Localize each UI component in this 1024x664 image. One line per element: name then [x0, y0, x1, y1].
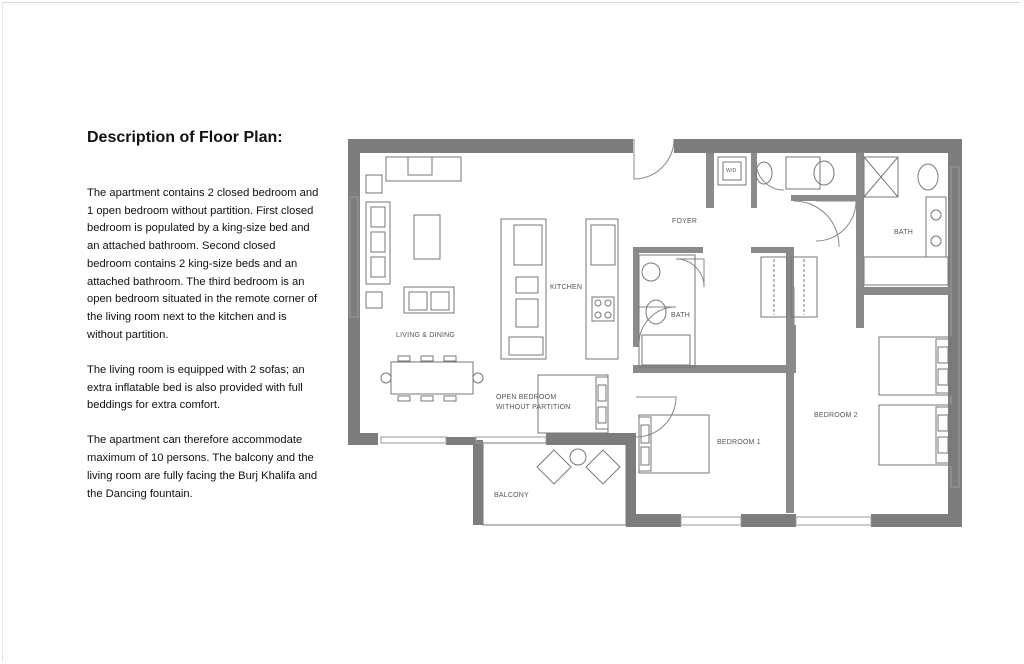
center-bath [639, 255, 695, 367]
bedroom2-furniture [879, 337, 951, 465]
label-washer: W/D [726, 168, 737, 174]
label-without-partition: WITHOUT PARTITION [496, 404, 571, 411]
description-text [87, 185, 319, 521]
label-foyer: FOYER [672, 218, 698, 225]
label-kitchen: KITCHEN [550, 284, 583, 291]
doors [634, 139, 856, 437]
paragraph-bedrooms: The apartment contains 2 closed bedroom and 1 open bedroom without partition. First closed bedroom is populated by a king-size bed and an attached bathroom. Second closed bedroom contains 2 king-size beds and an attached bathroom. The third bedroom is an open bedroom situated in the remote corner of the living room next to the kitchen and is without partition. [87, 187, 319, 341]
label-bath-center: BATH [671, 312, 690, 319]
label-bedroom-2: BEDROOM 2 [814, 412, 858, 419]
label-bedroom-1: BEDROOM 1 [717, 439, 761, 446]
label-bath-right: BATH [894, 229, 913, 236]
window-strips [350, 167, 959, 525]
label-living-dining: LIVING & DINING [396, 332, 456, 339]
floor-plan [346, 137, 966, 532]
interior-walls [633, 153, 950, 513]
paragraph-capacity: The apartment can therefore accommodate maximum of 10 persons. The balcony and the living room are fully facing the Burj Khalifa and the Dancing fountain. [87, 434, 318, 500]
label-balcony: BALCONY [494, 492, 529, 499]
label-open-bedroom: OPEN BEDROOM [496, 394, 557, 401]
page-title: Description of Floor Plan: [87, 129, 283, 146]
paragraph-living-room: The living room is equipped with 2 sofas; an extra inflatable bed is also provided with full beddings for extra comfort. [87, 363, 305, 412]
living-furniture [366, 157, 483, 401]
balcony-furniture [483, 443, 626, 525]
right-bath-fixtures [864, 157, 948, 285]
